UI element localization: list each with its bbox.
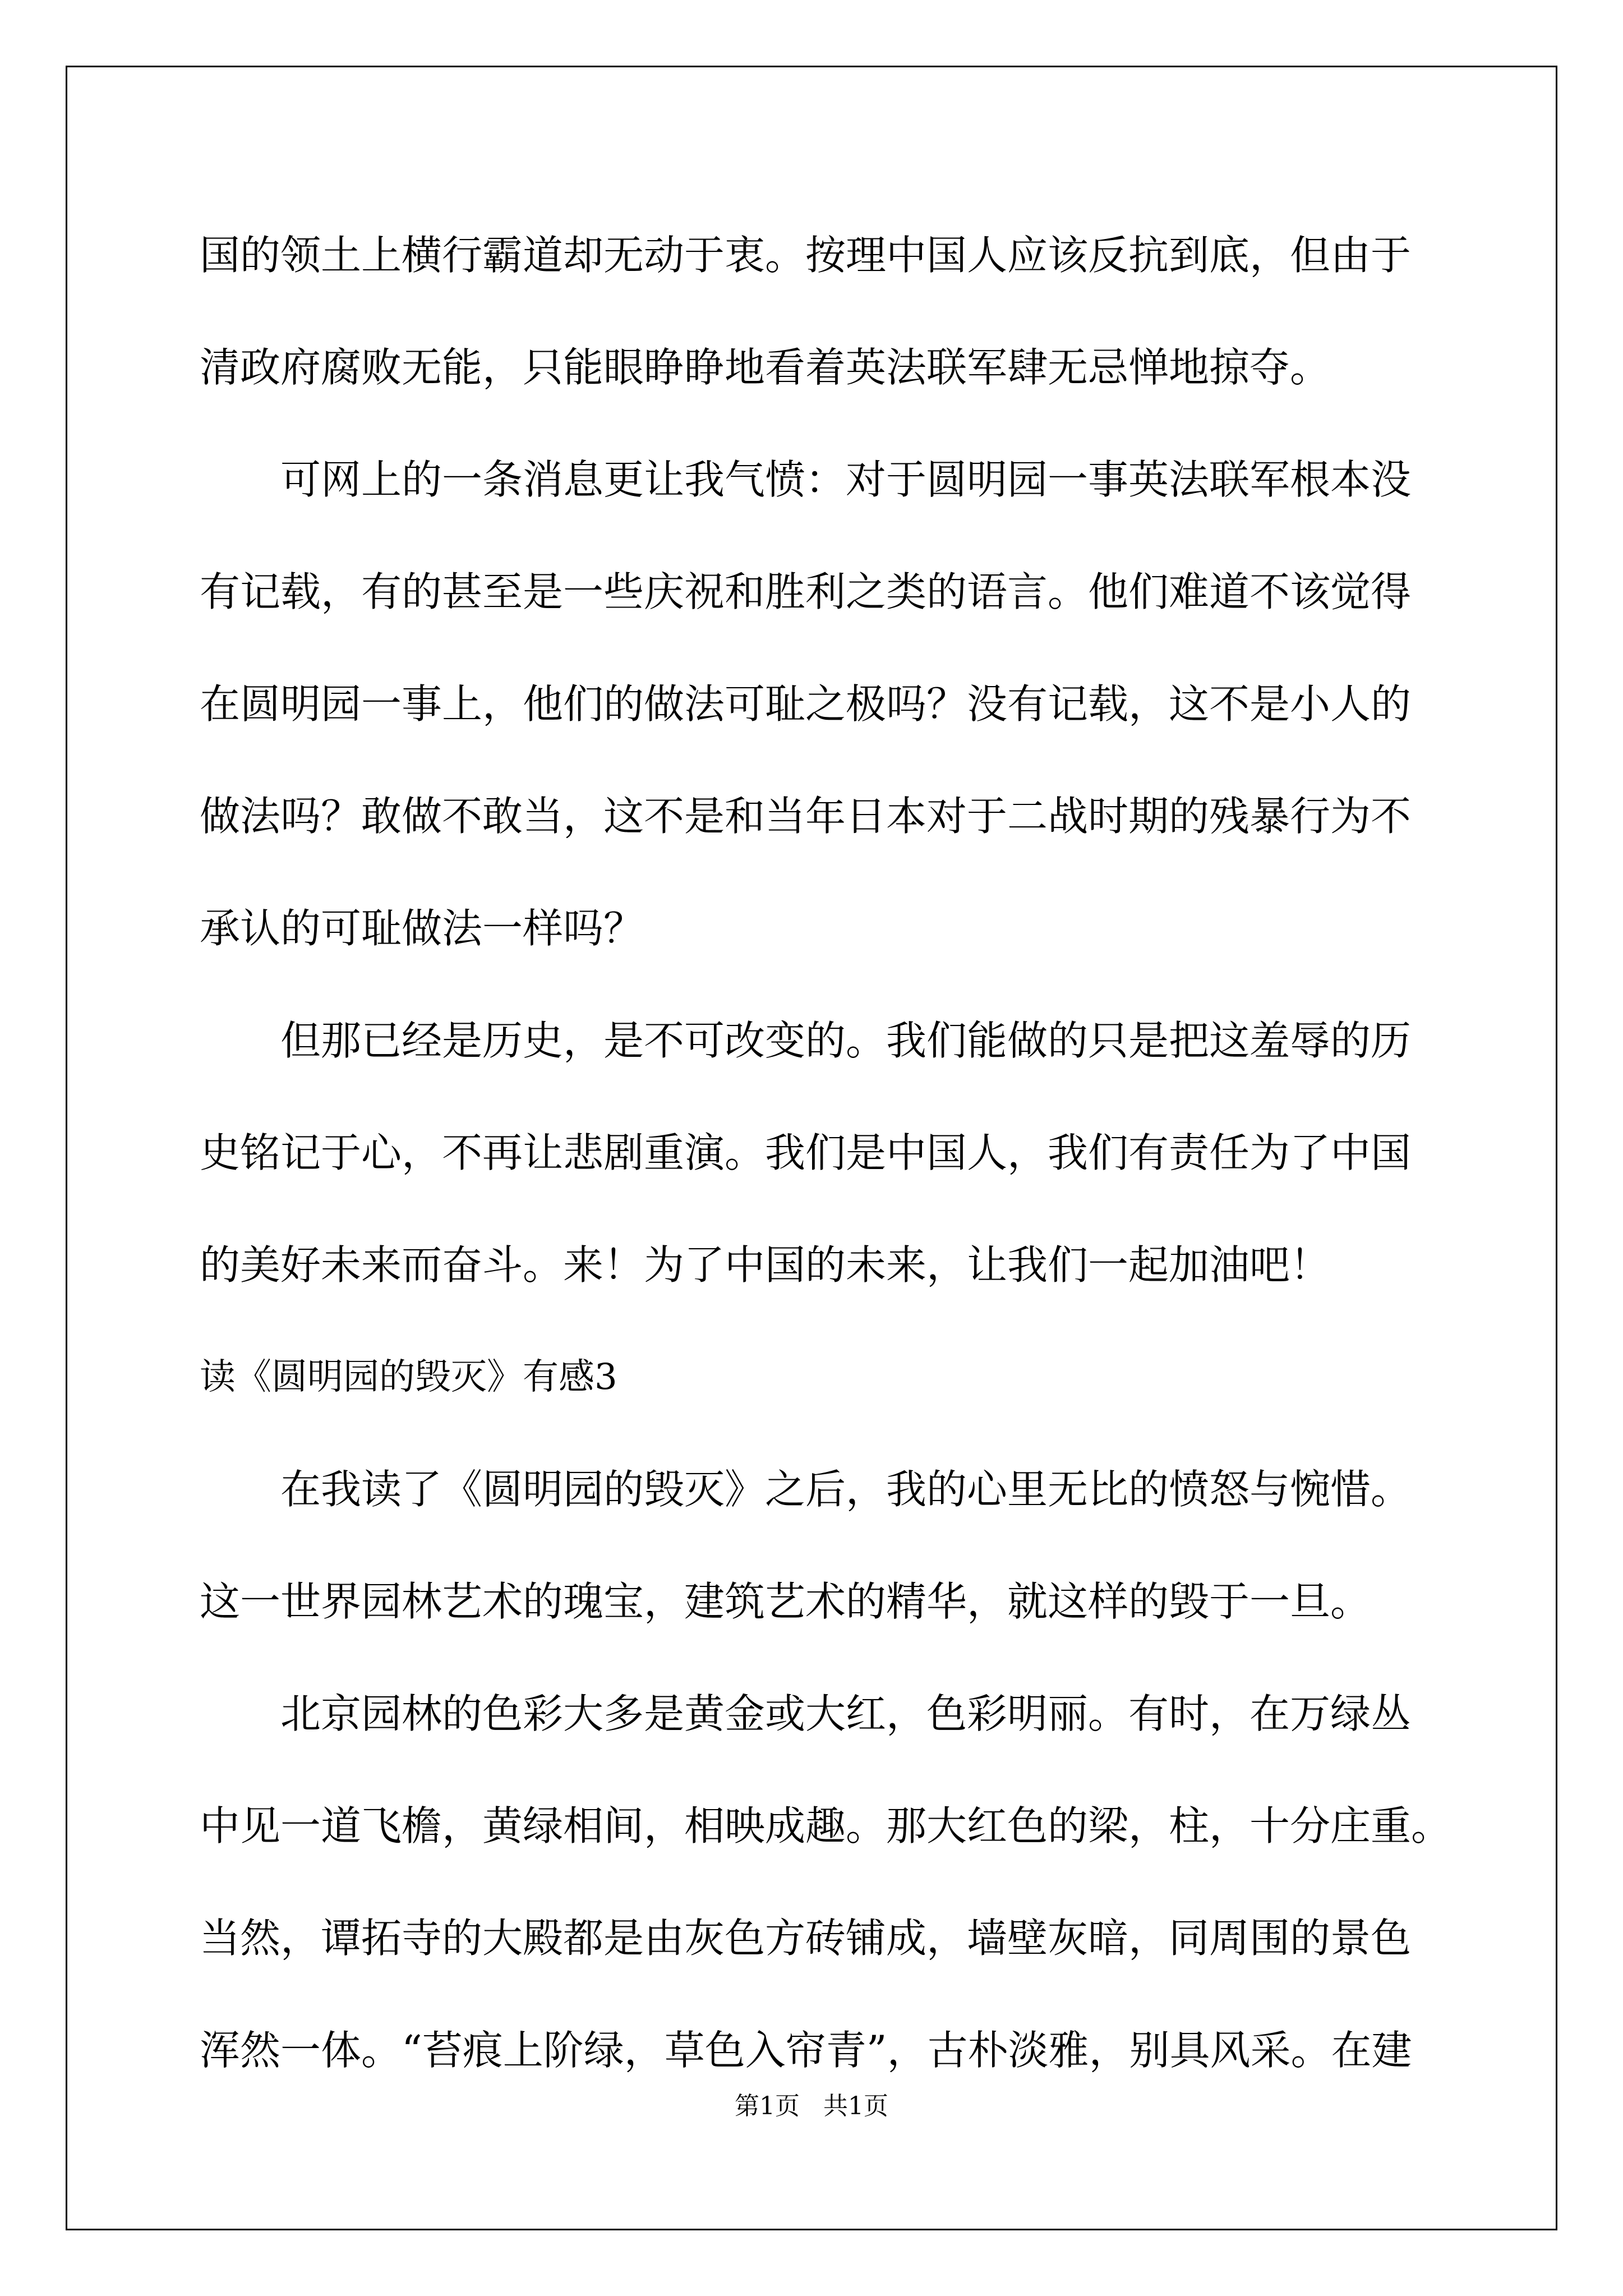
text-line: 承认的可耻做法一样吗？	[200, 905, 644, 952]
text-line: 可网上的一条消息更让我气愤：对于圆明园一事英法联军根本没	[200, 456, 1412, 503]
text-line: 史铭记于心，不再让悲剧重演。我们是中国人，我们有责任为了中国	[200, 1129, 1412, 1176]
text-line: 做法吗？敢做不敢当，这不是和当年日本对于二战时期的残暴行为不	[200, 793, 1412, 840]
text-line: 的美好未来而奋斗。来！为了中国的未来，让我们一起加油吧！	[200, 1241, 1331, 1289]
text-line: 北京园林的色彩大多是黄金或大红，色彩明丽。有时，在万绿丛	[200, 1690, 1412, 1737]
text-line: 当然，谭拓寺的大殿都是由灰色方砖铺成，墙壁灰暗，同周围的景色	[200, 1915, 1412, 1962]
text-line: 这一世界园林艺术的瑰宝，建筑艺术的精华，就这样的毁于一旦。	[200, 1578, 1371, 1625]
text-line: 清政府腐败无能，只能眼睁睁地看着英法联军肆无忌惮地掠夺。	[200, 344, 1331, 391]
document-body	[200, 199, 1452, 2106]
text-line: 在我读了《圆明园的毁灭》之后，我的心里无比的愤怒与惋惜。	[200, 1466, 1412, 1513]
page-footer: 第1页 共1页	[735, 2092, 888, 2120]
section-heading: 读《圆明园的毁灭》有感3	[200, 1356, 617, 1398]
text-line: 中见一道飞檐，黄绿相间，相映成趣。那大红色的梁，柱，十分庄重。	[200, 1802, 1452, 1849]
text-line: 浑然一体。“苔痕上阶绿，草色入帘青”，古朴淡雅，别具风采。在建	[200, 2027, 1412, 2074]
text-line: 在圆明园一事上，他们的做法可耻之极吗？没有记载，这不是小人的	[200, 680, 1412, 728]
text-line: 有记载，有的甚至是一些庆祝和胜利之类的语言。他们难道不该觉得	[200, 568, 1412, 615]
text-line: 国的领土上横行霸道却无动于衷。按理中国人应该反抗到底，但由于	[200, 232, 1412, 279]
text-line: 但那已经是历史，是不可改变的。我们能做的只是把这羞辱的历	[200, 1017, 1412, 1064]
